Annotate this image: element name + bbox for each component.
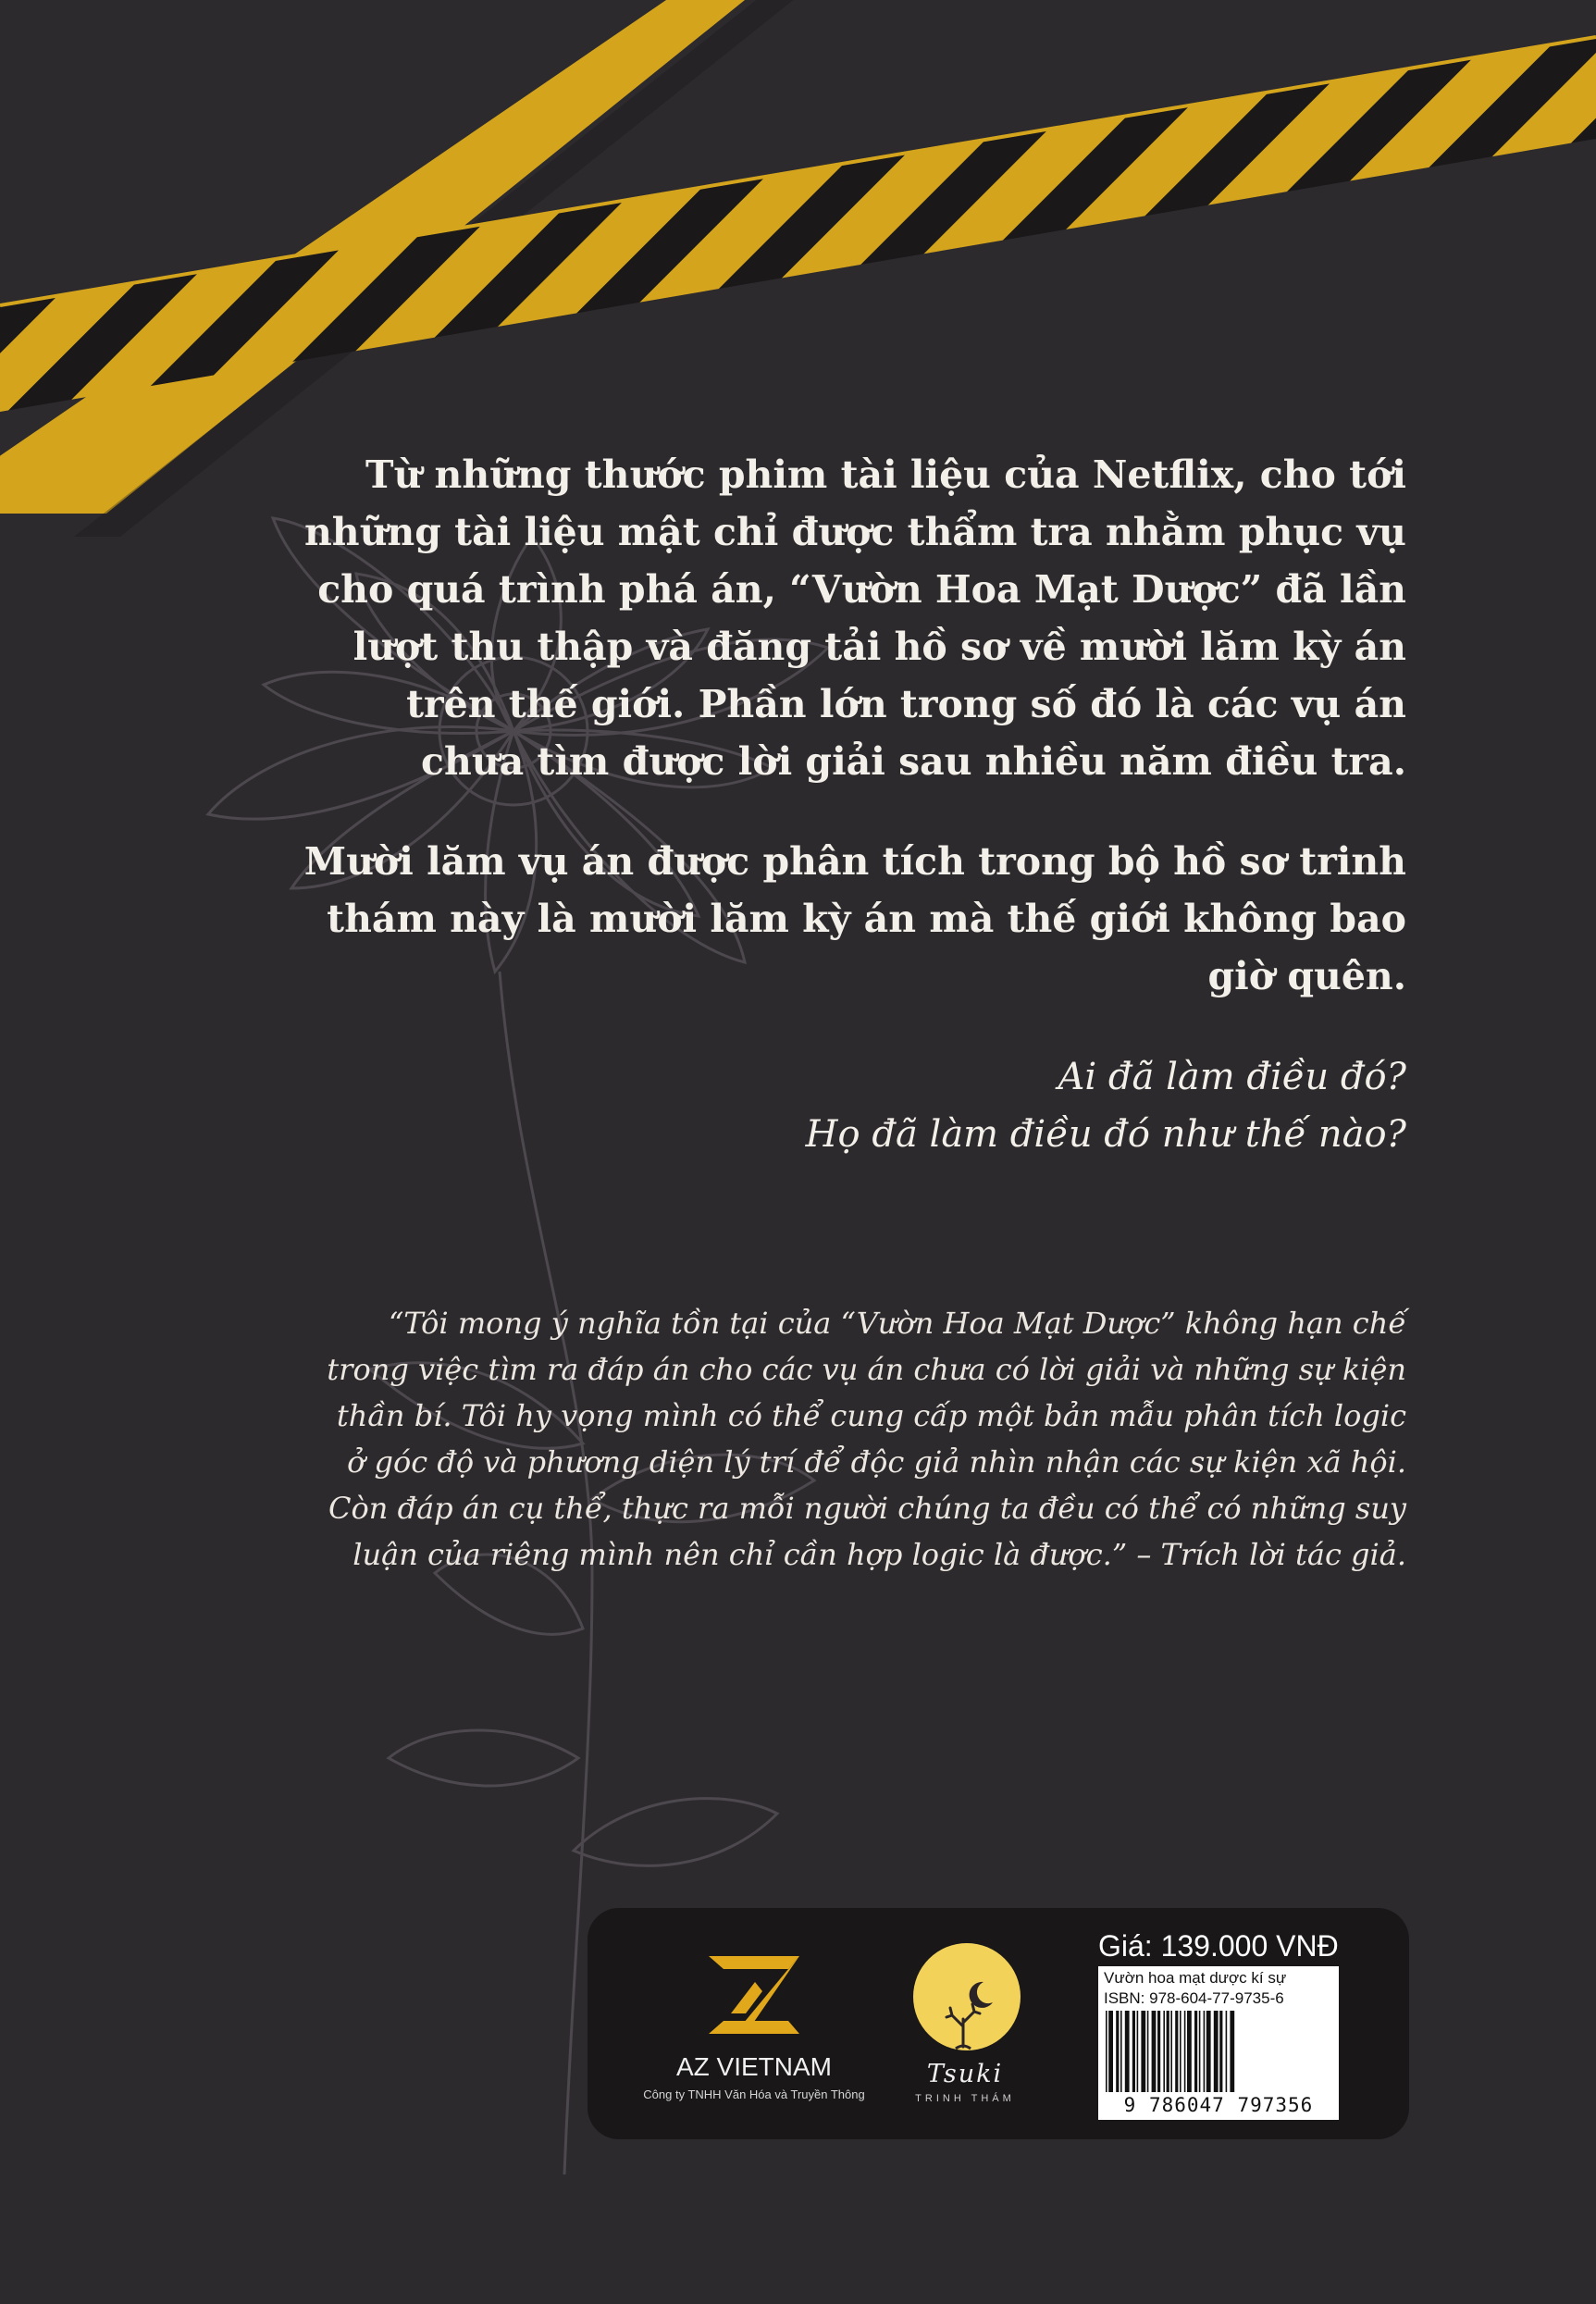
caution-tape-stripes — [0, 37, 1596, 412]
barcode-bar — [1116, 2011, 1119, 2092]
question-2: Họ đã làm điều đó như thế nào? — [805, 1113, 1406, 1156]
price-label: Giá: 139.000 VNĐ — [1098, 1929, 1339, 1963]
imprint-subtitle: TRINH THÁM — [915, 2093, 1015, 2104]
barcode-bar — [1167, 2011, 1169, 2092]
publisher-subtitle: Công ty TNHH Văn Hóa và Truyền Thông — [643, 2087, 865, 2101]
barcode-bar — [1184, 2011, 1186, 2092]
barcode-bar — [1106, 2011, 1107, 2092]
barcode-bar — [1120, 2011, 1122, 2092]
publisher-name: AZ VIETNAM — [675, 2052, 832, 2081]
barcode-bar — [1152, 2011, 1157, 2092]
barcode-bar — [1125, 2011, 1130, 2092]
barcode-bar — [1141, 2011, 1145, 2092]
blurb-paragraph-1: Từ những thước phim tài liệu của Netflix, cho tới những tài liệu mật chỉ được thẩm tra nhằm phục vụ cho quá trình phá án, “Vườn Hoa Mạt Dược” đã lần lượt thu thập và đăng tải hồ sơ về mười lăm kỳ án trên thế giới. Phần lớn trong số đó là các vụ án chưa tìm được lời giải sau nhiều năm điều tra. — [303, 452, 1406, 784]
barcode-bar — [1187, 2011, 1192, 2092]
imprint-name: Tsuki — [926, 2060, 1004, 2088]
barcode-bar — [1206, 2011, 1211, 2092]
az-logo-icon — [703, 1949, 805, 2041]
barcode-bar — [1194, 2011, 1197, 2092]
author-quote: “Tôi mong ý nghĩa tồn tại của “Vườn Hoa Mạt Dược” không hạn chế trong việc tìm ra đáp án cho các vụ án chưa có lời giải và những sự kiện thần bí. Tôi hy vọng mình có thể cung cấp một bản mẫu phân tích logic ở góc độ và phương diện lý trí để độc giả nhìn nhận các sự kiện xã hội. Còn đáp án cụ thể, thực ra mỗi người chúng ta đều có thể có những suy luận của riêng mình nên chỉ cần hợp logic là được.” – Trích lời tác giả. — [327, 1306, 1406, 1572]
barcode-bar — [1175, 2011, 1178, 2092]
barcode-title: Vườn hoa mạt dược kí sự — [1104, 1969, 1287, 1987]
barcode-bar — [1157, 2011, 1160, 2092]
barcode-bar — [1199, 2011, 1201, 2092]
barcode-bar — [1137, 2011, 1139, 2092]
barcode-bar — [1219, 2011, 1222, 2092]
barcode-bar — [1230, 2011, 1234, 2092]
barcode-bar — [1108, 2011, 1113, 2092]
question-1: Ai đã làm điều đó? — [1058, 1056, 1406, 1098]
barcode-bar — [1214, 2011, 1219, 2092]
barcode-bar — [1132, 2011, 1135, 2092]
barcode-bar — [1170, 2011, 1172, 2092]
barcode-digits: 9 786047 797356 — [1123, 2094, 1314, 2116]
barcode-bar — [1147, 2011, 1149, 2092]
barcode-bars — [1104, 2011, 1333, 2092]
questions — [481, 1048, 1406, 1163]
barcode-bar — [1163, 2011, 1165, 2092]
barcode-card — [1098, 1966, 1339, 2120]
barcode-bar — [1180, 2011, 1182, 2092]
barcode-bar — [1204, 2011, 1206, 2092]
barcode-bar — [1226, 2011, 1228, 2092]
blurb-paragraph-2: Mười lăm vụ án được phân tích trong bộ hồ sơ trinh thám này là mười lăm kỳ án mà thế giới không bao giờ quên. — [303, 839, 1406, 998]
isbn-label: ISBN: 978-604-77-9735-6 — [1104, 1989, 1284, 2007]
